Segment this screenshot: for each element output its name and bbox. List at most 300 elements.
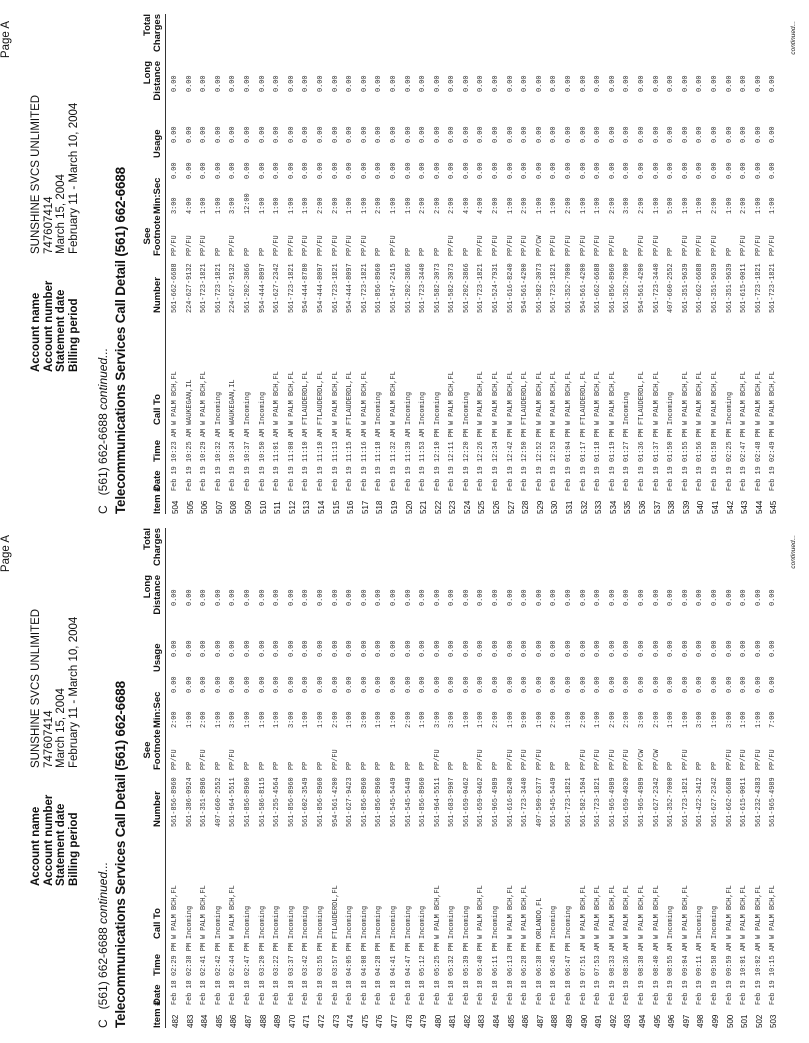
long-distance: 0.00 [375, 126, 384, 143]
page-label: Page A [0, 535, 12, 573]
date-time: Feb 18 02:41 PM [200, 942, 209, 1005]
footnote: PP/FU [521, 749, 530, 770]
min-sec: 1:00 [594, 711, 603, 728]
date-time: Feb 18 06:13 PM [506, 942, 515, 1005]
table-row [431, 14, 446, 514]
table-row [445, 528, 460, 1028]
billing-period-value: February 11 - March 10, 2004 [67, 616, 80, 768]
table-row [650, 528, 665, 1028]
usage: 0.00 [419, 162, 428, 179]
footnote: PP [302, 761, 311, 770]
phone-number: 561-723-1821 [565, 777, 574, 827]
date-time: Feb 19 08:40 AM [652, 942, 661, 1005]
call-to: W PALM BCH,FL [389, 371, 398, 425]
total-charges: 0.00 [258, 589, 267, 606]
call-to: W PALM BCH,FL [565, 371, 574, 425]
footnote: PP/FU [389, 235, 398, 256]
date-time: Feb 19 01:19 PM [608, 428, 617, 491]
usage: 0.00 [360, 676, 369, 693]
footnote: PP/FU [477, 235, 486, 256]
date-time: Feb 19 12:50 PM [521, 428, 530, 491]
table-row [577, 528, 592, 1028]
usage: 0.00 [579, 676, 588, 693]
total-charges: 0.00 [360, 75, 369, 92]
footnote: PP [214, 761, 223, 770]
phone-number: 561-856-8960 [375, 263, 384, 313]
item-number: 522 [433, 500, 443, 514]
col-footnote: See Footnote [142, 729, 163, 770]
table-row [606, 14, 621, 514]
item-number: 532 [579, 500, 589, 514]
phone-number: 954-444-8097 [258, 263, 267, 313]
item-number: 492 [608, 1014, 618, 1028]
min-sec: 1:00 [754, 197, 763, 214]
date-time: Feb 19 11:10 AM [316, 428, 325, 491]
call-to: Incoming [667, 905, 676, 939]
item-number: 489 [565, 1014, 575, 1028]
call-to: Incoming [419, 905, 428, 939]
long-distance: 0.00 [710, 126, 719, 143]
total-charges: 0.00 [448, 75, 457, 92]
long-distance: 0.00 [565, 126, 574, 143]
table-row [285, 14, 300, 514]
usage: 0.00 [200, 162, 209, 179]
item-number: 491 [594, 1014, 604, 1028]
date-time: Feb 19 11:16 AM [360, 428, 369, 491]
long-distance: 0.00 [433, 126, 442, 143]
table-row [343, 14, 358, 514]
item-number: 497 [681, 1014, 691, 1028]
item-number: 507 [214, 500, 224, 514]
item-number: 477 [389, 1014, 399, 1028]
total-charges: 0.00 [740, 75, 749, 92]
item-number: 527 [506, 500, 516, 514]
date-time: Feb 19 09:59 AM [725, 942, 734, 1005]
phone-number: 561-662-6688 [594, 263, 603, 313]
long-distance: 0.00 [492, 126, 501, 143]
long-distance: 0.00 [535, 640, 544, 657]
date-time: Feb 18 04:41 PM [389, 942, 398, 1005]
total-charges: 0.00 [200, 589, 209, 606]
phone-number: 407-660-2552 [214, 777, 223, 827]
call-to: W PALM BCH,FL [769, 371, 778, 425]
min-sec: 1:00 [506, 197, 515, 214]
footnote: PP/FU [302, 235, 311, 256]
usage: 0.00 [550, 676, 559, 693]
call-to: Incoming [389, 905, 398, 939]
billing-period-label: Billing period [67, 298, 80, 372]
min-sec: 2:00 [638, 197, 646, 214]
date-time: Feb 19 01:56 PM [696, 428, 705, 491]
usage: 0.00 [710, 162, 719, 179]
table-row [766, 14, 781, 514]
statement-date-label: Statement date [55, 803, 67, 886]
usage: 0.00 [171, 162, 179, 179]
phone-number: 561-545-5449 [550, 777, 559, 827]
col-totalcharges: Total Charges [142, 14, 163, 53]
item-number: 488 [550, 1014, 560, 1028]
min-sec: 9:00 [521, 711, 530, 728]
total-charges: 0.00 [316, 589, 325, 606]
min-sec: 2:00 [419, 197, 428, 214]
date-time: Feb 18 02:44 PM [229, 942, 238, 1005]
phone-number: 561-627-2342 [652, 777, 661, 827]
table-row [256, 528, 271, 1028]
footnote: PP [404, 761, 413, 770]
footnote: PP/FU [579, 749, 588, 770]
item-number: 521 [419, 500, 429, 514]
total-charges: 0.00 [477, 589, 486, 606]
min-sec: 1:00 [185, 711, 194, 728]
date-time: Feb 19 10:37 AM [243, 428, 252, 491]
date-time: Feb 18 02:29 PM [171, 942, 179, 1005]
min-sec: 1:00 [769, 197, 778, 214]
min-sec: 1:00 [273, 711, 282, 728]
phone-number: 561-965-4989 [638, 777, 646, 827]
footnote: PP [667, 761, 676, 770]
min-sec: 1:00 [725, 197, 734, 214]
billing-period-label: Billing period [67, 812, 80, 886]
footnote: PP [710, 761, 719, 770]
statement-section-1 [0, 523, 809, 1028]
call-to: Incoming [273, 905, 282, 939]
date-time: Feb 19 10:25 AM [185, 428, 194, 491]
long-distance: 0.00 [331, 126, 340, 143]
long-distance: 0.00 [200, 126, 209, 143]
footnote: PP/FU [506, 235, 515, 256]
long-distance: 0.00 [754, 126, 763, 143]
table-row [708, 528, 723, 1028]
long-distance: 0.00 [638, 640, 646, 657]
phone-number: 561-615-0011 [740, 777, 749, 827]
usage: 0.00 [477, 162, 486, 179]
phone-number: 561-232-4383 [754, 777, 763, 827]
footnote: PP/FU [171, 235, 179, 256]
long-distance: 0.00 [258, 640, 267, 657]
item-number: 487 [243, 1014, 253, 1028]
phone-number: 561-662-6688 [171, 263, 179, 313]
date-time: Feb 19 01:55 PM [681, 428, 690, 491]
min-sec: 1:00 [681, 197, 690, 214]
long-distance: 0.00 [506, 126, 515, 143]
footnote: PP [258, 247, 267, 256]
table-row [299, 528, 314, 1028]
item-number: 500 [725, 1014, 735, 1028]
long-distance: 0.00 [652, 126, 661, 143]
phone-number: 954-444-8097 [346, 263, 355, 313]
min-sec: 1:00 [389, 711, 398, 728]
long-distance: 0.00 [521, 126, 530, 143]
footnote: PP/FU [200, 235, 209, 256]
table-row [168, 528, 183, 1028]
usage: 0.00 [492, 162, 501, 179]
min-sec: 4:00 [462, 197, 471, 214]
footnote: PP [375, 761, 384, 770]
date-time: Feb 18 04:47 PM [404, 942, 413, 1005]
section-letter: C [96, 505, 110, 514]
phone-number: 561-662-6688 [696, 263, 705, 313]
phone-number: 561-202-3866 [243, 263, 252, 313]
table-row [737, 14, 752, 514]
date-time: Feb 19 10:29 AM [200, 428, 209, 491]
table-row [416, 14, 431, 514]
usage: 0.00 [360, 162, 369, 179]
footnote: PP/FU [316, 235, 325, 256]
call-to: Incoming [404, 391, 413, 425]
phone-number: 561-351-9639 [681, 263, 690, 313]
footnote: PP [448, 761, 457, 770]
long-distance: 0.00 [638, 126, 646, 143]
phone-number: 561-723-1821 [594, 777, 603, 827]
call-to: W PALM BCH,FL [681, 885, 690, 939]
table-row [518, 528, 533, 1028]
table-row [329, 528, 344, 1028]
table-row [606, 528, 621, 1028]
usage: 0.00 [623, 676, 632, 693]
usage: 0.00 [725, 676, 734, 693]
long-distance: 0.00 [171, 126, 179, 143]
call-to: W PALM BCH,FL [521, 885, 530, 939]
call-to: W PALM BCH,FL [200, 371, 209, 425]
total-charges: 0.00 [404, 589, 413, 606]
phone-number: 561-547-2415 [389, 263, 398, 313]
item-number: 496 [667, 1014, 677, 1028]
continued-number: (561) 662-6688 [96, 413, 110, 496]
long-distance: 0.00 [521, 640, 530, 657]
call-to: W PALM BCH,FL [608, 885, 617, 939]
total-charges: 0.00 [214, 589, 223, 606]
usage: 0.00 [258, 162, 267, 179]
total-charges: 0.00 [710, 589, 719, 606]
long-distance: 0.00 [769, 640, 778, 657]
date-time: Feb 19 11:13 AM [331, 428, 340, 491]
long-distance: 0.00 [360, 126, 369, 143]
call-to: W PALM BCH,FL [229, 885, 238, 939]
min-sec: 4:00 [477, 197, 486, 214]
min-sec: 1:00 [214, 197, 223, 214]
date-time: Feb 18 06:11 PM [492, 942, 501, 1005]
footnote: PP/FU [638, 235, 646, 256]
phone-number: 561-627-2342 [710, 777, 719, 827]
long-distance: 0.00 [346, 126, 355, 143]
call-to: W PALM BCH,FL [696, 371, 705, 425]
call-to: W PALM BCH,FL [594, 371, 603, 425]
usage: 0.00 [594, 162, 603, 179]
total-charges: 0.00 [214, 75, 223, 92]
item-number: 482 [171, 1014, 180, 1028]
date-time: Feb 19 12:26 PM [477, 428, 486, 491]
long-distance: 0.00 [550, 126, 559, 143]
item-number: 503 [769, 1014, 779, 1028]
table-row [693, 14, 708, 514]
item-number: 481 [448, 1014, 458, 1028]
date-time: Feb 19 10:01 AM [740, 942, 749, 1005]
date-time: Feb 18 06:28 PM [521, 942, 530, 1005]
long-distance: 0.00 [754, 640, 763, 657]
footnote: PP/CW [638, 749, 646, 770]
account-info [30, 609, 80, 886]
min-sec: 2:00 [316, 197, 325, 214]
usage: 0.00 [229, 162, 238, 179]
footnote: PP/FU [448, 235, 457, 256]
usage: 0.00 [506, 676, 515, 693]
item-number: 470 [287, 1014, 297, 1028]
phone-number: 954-561-4200 [331, 777, 340, 827]
long-distance: 0.00 [477, 640, 486, 657]
min-sec: 3:00 [360, 711, 369, 728]
call-to: W PALM BCH,FL [331, 371, 340, 425]
col-longdistance: Long Distance [142, 575, 163, 615]
call-to: Incoming [258, 391, 267, 425]
total-charges: 0.00 [185, 589, 194, 606]
total-charges: 0.00 [623, 589, 632, 606]
item-number: 498 [696, 1014, 706, 1028]
date-time: Feb 19 09:04 AM [681, 942, 690, 1005]
item-number: 526 [492, 500, 502, 514]
usage: 0.00 [652, 676, 661, 693]
date-time: Feb 18 05:12 PM [419, 942, 428, 1005]
usage: 0.00 [710, 676, 719, 693]
date-time: Feb 19 10:50 AM [258, 428, 267, 491]
min-sec: 1:00 [754, 711, 763, 728]
footnote: PP/FU [696, 235, 705, 256]
phone-number: 561-386-0924 [185, 777, 194, 827]
total-charges: 0.00 [579, 589, 588, 606]
usage: 0.00 [243, 162, 252, 179]
min-sec: 4:00 [185, 197, 194, 214]
usage: 0.00 [375, 676, 384, 693]
footnote: PP [433, 247, 442, 256]
date-time: Feb 18 05:39 PM [462, 942, 471, 1005]
long-distance: 0.00 [229, 640, 238, 657]
usage: 0.00 [448, 676, 457, 693]
usage: 0.00 [565, 162, 574, 179]
call-to: Incoming [243, 905, 252, 939]
col-minsec: Min:Sec [152, 177, 163, 214]
call-to: WAUKEGAN,IL [229, 379, 238, 425]
call-to: W PALM BCH,FL [652, 885, 661, 939]
call-to: W PALM BCH,FL [579, 885, 588, 939]
min-sec: 2:00 [375, 197, 384, 214]
phone-number: 561-545-5449 [389, 777, 398, 827]
total-charges: 0.00 [696, 75, 705, 92]
phone-number: 407-660-2552 [667, 263, 676, 313]
item-number: 523 [448, 500, 458, 514]
usage: 0.00 [404, 162, 413, 179]
min-sec: 1:00 [302, 197, 311, 214]
usage: 0.00 [623, 162, 632, 179]
table-row [183, 14, 198, 514]
long-distance: 0.00 [287, 126, 296, 143]
table-row [445, 14, 460, 514]
call-to: W PALM BCH,FL [433, 885, 442, 939]
usage: 0.00 [433, 162, 442, 179]
footnote: PP/FU [229, 235, 238, 256]
account-name-label: Account name [30, 292, 42, 372]
min-sec: 1:00 [243, 711, 252, 728]
phone-number: 561-723-1821 [331, 263, 340, 313]
usage: 0.00 [185, 162, 194, 179]
usage: 0.00 [258, 676, 267, 693]
call-to: W PALM BCH,FL [623, 885, 632, 939]
footnote: PP [214, 247, 223, 256]
table-row [474, 14, 489, 514]
min-sec: 3:00 [448, 711, 457, 728]
min-sec: 1:00 [258, 711, 267, 728]
long-distance: 0.00 [608, 640, 617, 657]
long-distance: 0.00 [389, 126, 398, 143]
phone-number: 561-723-3440 [419, 263, 428, 313]
min-sec: 1:00 [214, 711, 223, 728]
section-title: Telecommunications Services Call Detail (561) 662-6688 [113, 681, 128, 1028]
phone-number: 954-444-8780 [302, 263, 311, 313]
col-item: Item # [152, 1000, 163, 1028]
call-to: W PALM BCH,FL [638, 885, 646, 939]
table-row [620, 528, 635, 1028]
item-number: 490 [579, 1014, 589, 1028]
item-number: 486 [521, 1014, 531, 1028]
item-number: 482 [462, 1014, 472, 1028]
footnote: PP/FU [346, 235, 355, 256]
statement-date-value: March 15, 2004 [55, 688, 67, 768]
table-header [140, 528, 166, 1028]
usage: 0.00 [740, 676, 749, 693]
date-time: Feb 19 10:32 AM [214, 428, 223, 491]
table-row [635, 528, 650, 1028]
item-number: 514 [316, 500, 326, 514]
usage: 0.00 [696, 676, 705, 693]
table-row [752, 14, 767, 514]
table-row [752, 528, 767, 1028]
col-longdistance: Long Distance [142, 61, 163, 101]
phone-number: 561-723-1821 [550, 263, 559, 313]
usage: 0.00 [273, 676, 282, 693]
date-time: Feb 19 08:33 AM [608, 942, 617, 1005]
date-time: Feb 18 06:45 PM [550, 942, 559, 1005]
usage: 0.00 [375, 162, 384, 179]
usage: 0.00 [404, 676, 413, 693]
long-distance: 0.00 [667, 640, 676, 657]
table-row [664, 528, 679, 1028]
min-sec: 2:00 [200, 711, 209, 728]
table-row [358, 528, 373, 1028]
footnote: PP/CW [652, 749, 661, 770]
table-row [329, 14, 344, 514]
long-distance: 0.00 [214, 126, 223, 143]
long-distance: 0.00 [419, 640, 428, 657]
total-charges: 0.00 [448, 589, 457, 606]
footnote: PP/FU [565, 235, 574, 256]
account-info [30, 95, 80, 372]
min-sec: 2:00 [331, 711, 340, 728]
min-sec: 2:00 [433, 197, 442, 214]
phone-number: 561-202-3866 [404, 263, 413, 313]
call-to: W PALM BCH,FL [506, 885, 515, 939]
continued-italic: continued... [96, 861, 110, 924]
long-distance: 0.00 [769, 126, 778, 143]
continued-number: (561) 662-6688 [96, 927, 110, 1010]
min-sec: 2:00 [565, 197, 574, 214]
item-number: 525 [477, 500, 487, 514]
item-number: 511 [273, 501, 283, 514]
total-charges: 0.00 [492, 75, 501, 92]
phone-number: 561-723-3440 [652, 263, 661, 313]
usage: 0.00 [681, 676, 690, 693]
min-sec: 1:00 [565, 711, 574, 728]
min-sec: 3:00 [287, 711, 296, 728]
table-row [270, 14, 285, 514]
min-sec: 2:00 [331, 197, 340, 214]
